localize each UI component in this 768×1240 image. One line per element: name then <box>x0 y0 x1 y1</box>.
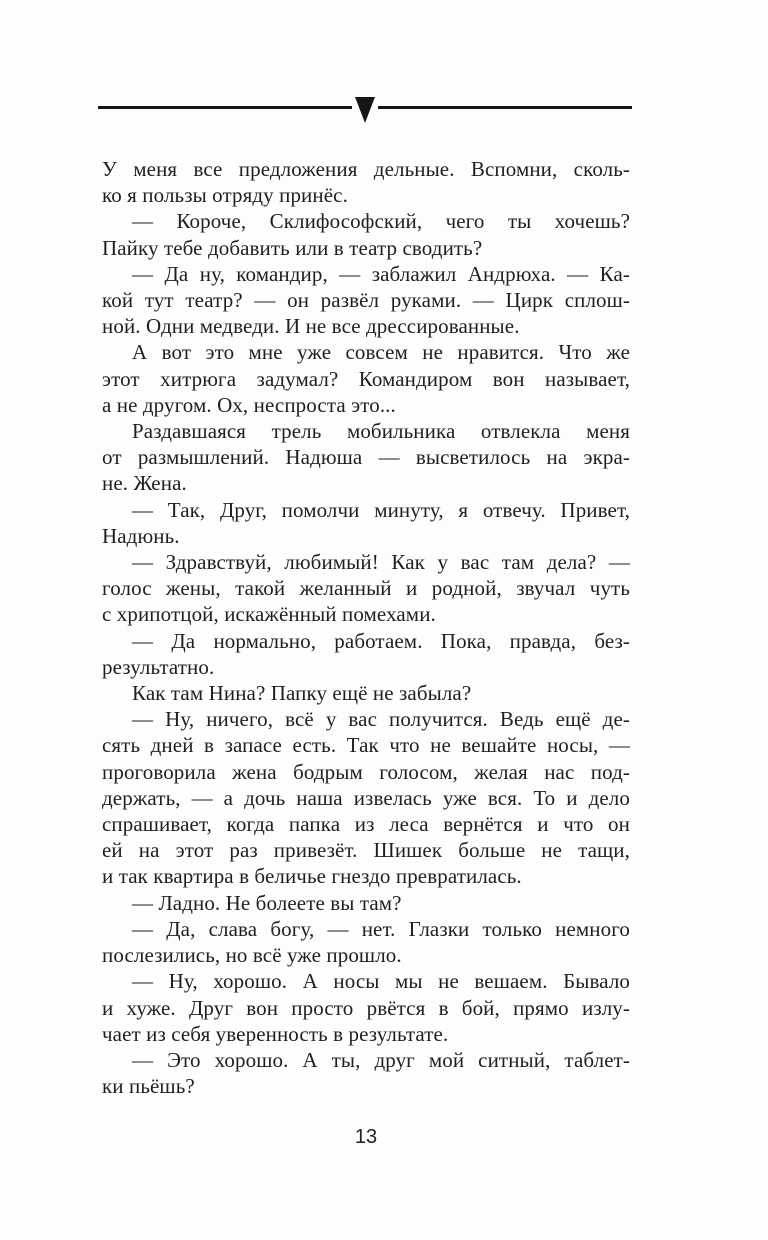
text-line: а не другом. Ох, неспроста это... <box>102 392 396 417</box>
text-line: результатно. <box>102 654 215 679</box>
text-line: — Да ну, командир, — заблажил Андрюха. — Ка- <box>132 261 630 286</box>
chapter-divider <box>98 96 632 126</box>
text-line: Как там Нина? Папку ещё не забыла? <box>132 681 472 706</box>
text-line: ки пьёшь? <box>102 1074 195 1099</box>
down-triangle-icon <box>354 96 376 124</box>
text-line: ной. Одни медведи. И не все дрессированные. <box>102 314 520 339</box>
text-line: от размышлений. Надюша — высветилось на экра- <box>102 445 630 470</box>
text-line: У меня все предложения дельные. Вспомни, сколь- <box>102 157 630 181</box>
text-line: — Да нормально, работаем. Пока, правда, без- <box>132 628 630 653</box>
text-line: сять дней в запасе есть. Так что не вешайте носы, — <box>102 733 630 758</box>
text-line: — Короче, Склифософский, чего ты хочешь? <box>132 209 630 234</box>
text-line: Раздавшаяся трель мобильника отвлекла меня <box>132 419 630 444</box>
text-line: — Здравствуй, любимый! Как у вас там дела? — <box>132 550 630 575</box>
text-line: — Это хорошо. А ты, друг мой ситный, таблет- <box>132 1047 630 1072</box>
text-line: — Ну, хорошо. А носы мы не вешаем. Бывало <box>132 969 630 994</box>
page-text <box>102 156 630 1099</box>
text-line: чает из себя уверенность в результате. <box>102 1021 449 1046</box>
text-line: послезились, но всё уже прошло. <box>102 943 402 968</box>
text-line: — Да, слава богу, — нет. Глазки только немного <box>132 916 630 941</box>
text-line: А вот это мне уже совсем не нравится. Что же <box>132 340 630 365</box>
text-line: этот хитрюга задумал? Командиром вон называет, <box>102 366 630 391</box>
text-line: — Ладно. Не болеете вы там? <box>132 890 402 915</box>
text-line: спрашивает, когда папка из леса вернётся и что он <box>102 812 630 837</box>
page-number: 13 <box>354 1126 378 1148</box>
text-line: Пайку тебе добавить или в театр сводить? <box>102 235 483 260</box>
text-line: и хуже. Друг вон просто рвётся в бой, прямо излу- <box>102 995 630 1020</box>
text-line: ко я пользы отряду принёс. <box>102 183 348 208</box>
text-line: проговорила жена бодрым голосом, желая нас под- <box>102 759 630 784</box>
text-line: с хрипотцой, искажённый помехами. <box>102 602 436 627</box>
text-line: — Так, Друг, помолчи минуту, я отвечу. Привет, <box>132 497 630 522</box>
text-line: Надюнь. <box>102 523 180 548</box>
text-line: голос жены, такой желанный и родной, звучал чуть <box>102 576 630 601</box>
text-line: и так квартира в беличье гнездо превратилась. <box>102 864 522 889</box>
divider-line-right <box>378 106 632 109</box>
divider-line-left <box>98 106 352 109</box>
text-line: — Ну, ничего, всё у вас получится. Ведь ещё де- <box>132 707 630 732</box>
text-line: не. Жена. <box>102 471 187 496</box>
text-line: держать, — а дочь наша извелась уже вся. То и дело <box>102 785 630 810</box>
text-line: кой тут театр? — он развёл руками. — Цирк сплош- <box>102 288 630 313</box>
text-line: ей на этот раз привезёт. Шишек больше не тащи, <box>102 838 630 863</box>
